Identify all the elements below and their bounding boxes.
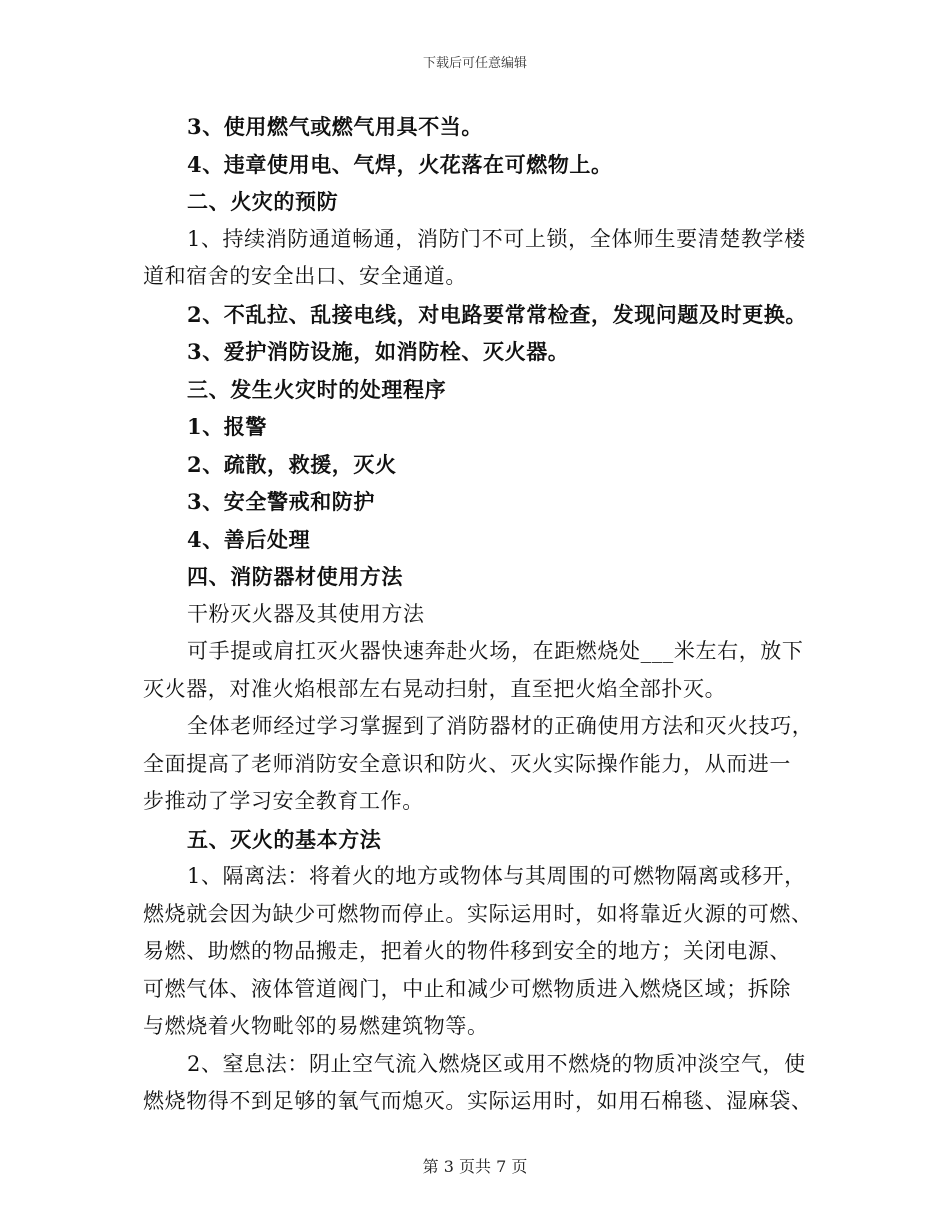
heading-line: 4、违章使用电、气焊，火花落在可燃物上。 (187, 151, 613, 177)
paragraph-line: 全面提高了老师消防安全意识和防火、灭火实际操作能力，从而进一 (143, 751, 791, 776)
heading-line: 五、灭火的基本方法 (187, 826, 382, 852)
document-body (143, 108, 814, 1121)
paragraph-line: 燃烧物得不到足够的氧气而熄灭。实际运用时，如用石棉毯、湿麻袋、 (143, 1089, 813, 1113)
heading-line: 三、发生火灾时的处理程序 (187, 376, 447, 402)
heading-line: 二、火灾的预防 (187, 189, 339, 214)
paragraph-line: 道和宿舍的安全出口、安全通道。 (143, 264, 467, 288)
paragraph-line: 1、持续消防通道畅通，消防门不可上锁，全体师生要清楚教学楼 (187, 226, 806, 251)
paragraph-line: 可手提或肩扛灭火器快速奔赴火场，在距燃烧处___米左右，放下 (187, 639, 804, 663)
page-footer: 第 3 页共 7 页 (422, 1157, 528, 1176)
page-header: 下载后可任意编辑 (422, 56, 527, 71)
paragraph-line: 燃烧就会因为缺少可燃物而停止。实际运用时，如将靠近火源的可燃、 (143, 901, 813, 926)
paragraph-line: 可燃气体、液体管道阀门，中止和减少可燃物质进入燃烧区域；拆除 (143, 976, 791, 1001)
heading-line: 四、消防器材使用方法 (187, 564, 403, 589)
paragraph-line: 干粉灭火器及其使用方法 (187, 601, 425, 626)
heading-line: 1、报警 (187, 414, 268, 439)
heading-line: 2、不乱拉、乱接电线，对电路要常常检查，发现问题及时更换。 (187, 301, 808, 327)
paragraph-line: 2、窒息法：阴止空气流入燃烧区或用不燃烧的物质冲淡空气，使 (187, 1051, 806, 1076)
heading-line: 3、爱护消防设施，如消防栓、灭火器。 (187, 339, 570, 364)
paragraph-line: 步推动了学习安全教育工作。 (143, 789, 424, 813)
heading-line: 4、善后处理 (187, 526, 311, 552)
heading-line: 2、疏散，救援，灭火 (187, 451, 397, 477)
paragraph-line: 灭火器，对准火焰根部左右晃动扫射，直至把火焰全部扑灭。 (143, 676, 727, 701)
heading-line: 3、安全警戒和防护 (187, 489, 376, 514)
paragraph-line: 1、隔离法：将着火的地方或物体与其周围的可燃物隔离或移开， (187, 864, 806, 888)
paragraph-line: 易燃、助燃的物品搬走，把着火的物件移到安全的地方；关闭电源、 (143, 939, 791, 963)
paragraph-line: 全体老师经过学习掌握到了消防器材的正确使用方法和灭火技巧， (187, 714, 814, 738)
paragraph-line: 与燃烧着火物毗邻的易燃建筑物等。 (143, 1014, 489, 1038)
heading-line: 3、使用燃气或燃气用具不当。 (187, 114, 484, 139)
